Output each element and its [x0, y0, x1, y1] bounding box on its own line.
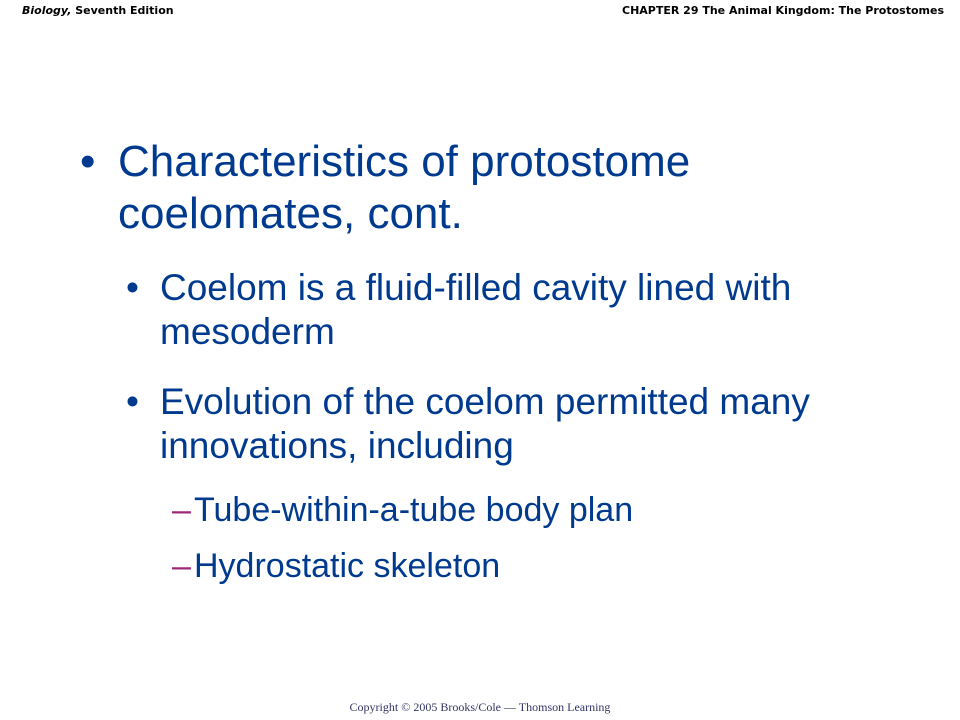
bullet-text: Characteristics of protostome coelomates, cont. [118, 137, 691, 238]
bullet-marker: • [126, 381, 139, 422]
bullet-level3-item [172, 490, 872, 530]
copyright-footer: Copyright © 2005 Brooks/Cole — Thomson Learning [349, 700, 611, 714]
bullet-text: Evolution of the coelom permitted many innovations, including [160, 381, 810, 466]
bullet-text: Coelom is a fluid-filled cavity lined with mesoderm [160, 267, 792, 352]
bullet-level2-item [126, 266, 886, 354]
bullet-marker: • [80, 137, 96, 186]
bullet-level3-item [172, 546, 872, 586]
bullet-level2-item [126, 380, 886, 468]
chapter-header: CHAPTER 29 The Animal Kingdom: The Protostomes [622, 4, 944, 17]
bullet-text: Tube-within-a-tube body plan [194, 491, 634, 529]
book-title: Biology, [22, 4, 72, 17]
bullet-level1-item [80, 136, 860, 240]
dash-marker: – [172, 547, 191, 585]
bullet-marker: • [126, 267, 139, 308]
bullet-text: Hydrostatic skeleton [194, 547, 501, 585]
dash-marker: – [172, 491, 191, 529]
book-edition: Seventh Edition [71, 4, 174, 17]
